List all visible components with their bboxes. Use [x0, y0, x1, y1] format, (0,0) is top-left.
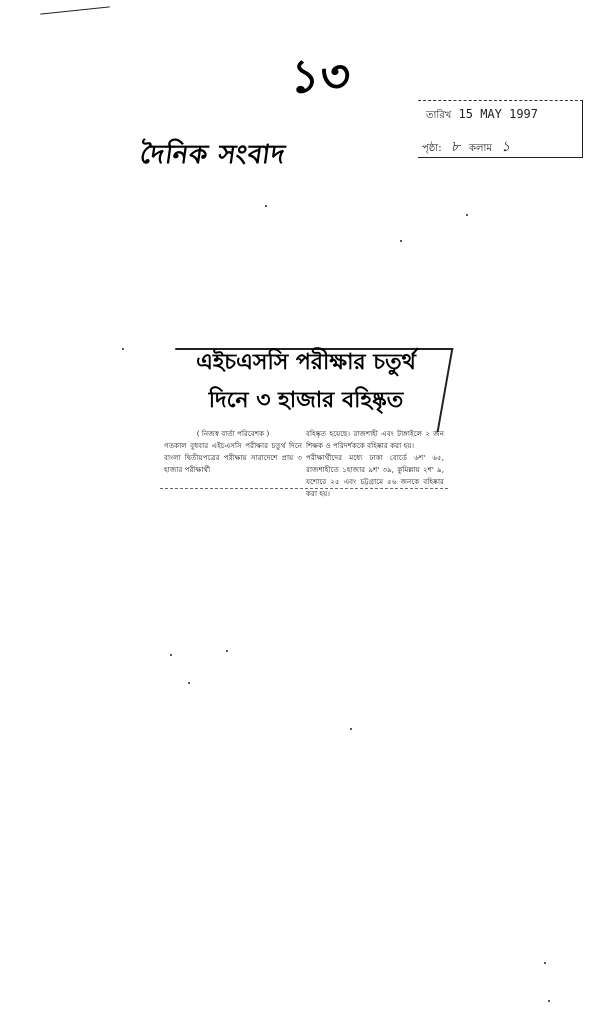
scan-speck [544, 962, 546, 964]
corner-mark [40, 6, 110, 14]
handwritten-page-number: ১৩ [287, 49, 354, 103]
headline-line-1: এইচএসসি পরীক্ষার চতুর্থ [196, 350, 416, 375]
stamp-date-value: 15 MAY 1997 [458, 107, 539, 121]
scan-speck [466, 214, 468, 216]
scan-speck [226, 650, 228, 652]
scan-speck [122, 348, 124, 350]
stamp-date-row [426, 107, 538, 125]
scan-speck [170, 654, 172, 656]
stamp-page-label: পৃষ্ঠা: [422, 143, 442, 154]
article-column-1 [164, 428, 302, 476]
newspaper-name: দৈনিক সংবাদ [138, 140, 288, 170]
article-col2-text: বহিষ্কৃত হয়েছে। রাজশাহী এবং টাঙ্গাইলে ২ জন শিক্ষক ও পরিদর্শককে বহিষ্কার করা হয়। [306, 429, 444, 450]
article-byline: ( নিজস্ব বার্তা পরিবেশক ) [196, 429, 270, 438]
stamp-page-row [422, 135, 516, 159]
scan-speck [350, 728, 352, 730]
headline-line-2: দিনে ৩ হাজার বহিষ্কৃত [208, 388, 404, 413]
article-col1-text: গতকাল বুধবার এইচএসসি পরীক্ষার চতুর্থ দিনে বাংলা দ্বিতীয়পত্রের পরীক্ষায় সারাদেশে প্রায় ৩ হাজার পরীক্ষার্থী [164, 441, 302, 474]
clipping-bottom-rule [160, 488, 448, 489]
scan-speck [188, 682, 190, 684]
stamp-page-value: ৮ [450, 139, 460, 155]
stamp-column-value: ১ [501, 139, 511, 155]
stamp-column-label: কলাম [469, 143, 492, 154]
article-headline [166, 344, 446, 420]
article-column-2 [306, 428, 444, 500]
news-clipping [160, 340, 448, 510]
scan-speck [548, 1000, 550, 1002]
article-col2-text-b: পরীক্ষার্থীদের মধ্যে ঢাকা বোর্ডে ৬শ' ৬৫, রাজশাহীতে ১হাজার ৯শ' ৩৯, কুমিল্লায় ২শ' ৯, যশোরে ২৫ এবং চট্টগ্রামে ৫৬ জনকে বহিষ্কার করা হয়। [306, 453, 444, 498]
scan-speck [400, 240, 402, 242]
stamp-date-label: তারিখ [426, 110, 452, 121]
scan-speck [265, 205, 267, 207]
date-stamp [418, 100, 583, 158]
